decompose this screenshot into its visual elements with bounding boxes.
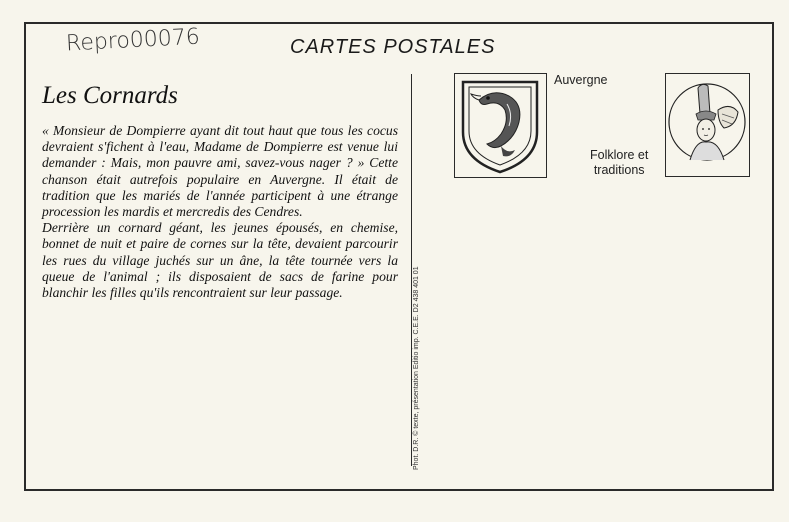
stamp-folklore-label-line1: Folklore et [590, 148, 649, 162]
article-paragraph-2: Derrière un cornard géant, les jeunes épousés, en chemise, bonnet de nuit et paire de cornes sur la tête, devaient parcourir les rues du village juchés sur un âne, la tête tournée vers la queue de l'animal ; ils disposaient de sacs de farine pour blanchir les filles qu'ils rencontraient sur leur passage. [42, 220, 398, 301]
dolphin-shield-icon [455, 74, 545, 176]
header-title: CARTES POSTALES [290, 36, 496, 58]
article-title: Les Cornards [42, 82, 178, 109]
woman-headdress-icon [666, 74, 748, 175]
stamp-folklore-label [590, 148, 648, 178]
article-body [42, 123, 398, 301]
stamp-folklore [665, 73, 750, 177]
stamp-folklore-label-line2: traditions [593, 163, 645, 177]
stamp-auvergne [454, 73, 547, 178]
publisher-credit: Phot. D.R. © texte, présentation Editio imp. C.E.E. D2 438 401 01 [413, 266, 420, 470]
address-divider [411, 74, 412, 466]
stamp-auvergne-label: Auvergne [554, 73, 608, 87]
handwritten-reference: Repro00076 [65, 24, 201, 57]
article-paragraph-1: « Monsieur de Dompierre ayant dit tout haut que tous les cocus devraient s'fichent à l'eau, Madame de Dompierre est venue lui demander : Mais, mon pauvre ami, savez-vous nager ? » Cette chanson était autrefois populaire en Auvergne. Il était de tradition que les mariés de l'année participent à une étrange procession les mardis et mercredis des Cendres. [42, 123, 398, 220]
